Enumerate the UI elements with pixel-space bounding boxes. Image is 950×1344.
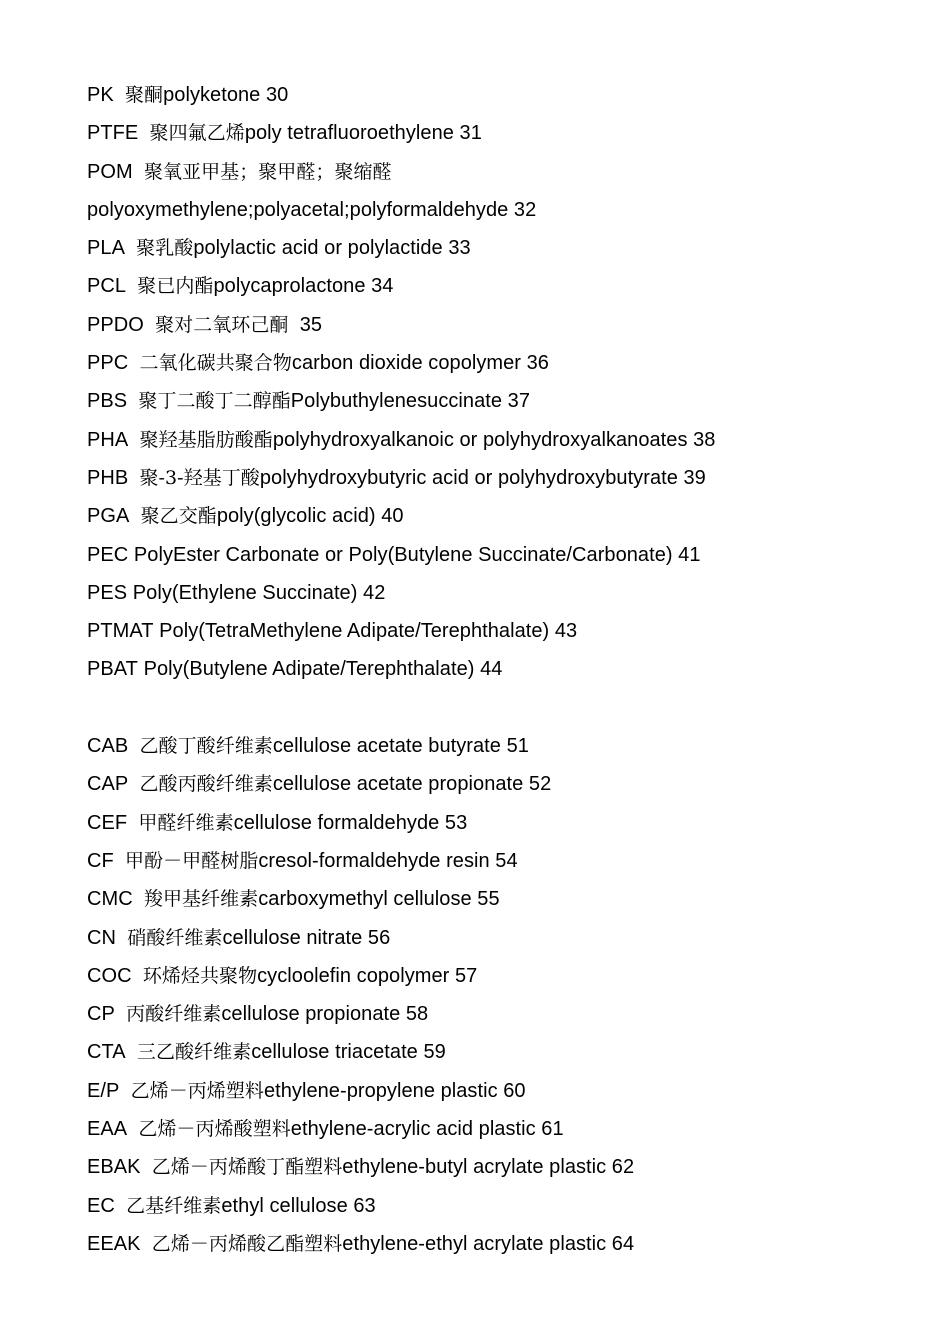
entry-abbreviation: CN [87, 926, 116, 949]
entry-line [87, 804, 927, 842]
entry-line [87, 919, 927, 957]
entry-chinese-name: 聚丁二酸丁二醇酯 [138, 390, 291, 413]
section-spacer [87, 689, 927, 727]
entry-abbreviation: EEAK [87, 1232, 141, 1255]
entry-abbreviation: CAP [87, 773, 129, 796]
entry-abbreviation: PPDO [87, 313, 144, 336]
entry-line [87, 1187, 927, 1225]
entry-abbreviation: PEC [87, 543, 129, 566]
entry-abbreviation: CAB [87, 735, 129, 758]
entry-chinese-name: 乙烯－丙烯酸塑料 [138, 1118, 291, 1141]
entry-chinese-name: 二氧化碳共聚合物 [139, 352, 292, 375]
entry-english-name: Polybuthylenesuccinate 37 [290, 390, 530, 413]
entry-english-name: ethylene-acrylic acid plastic 61 [290, 1118, 564, 1141]
entry-chinese-name: 丙酸纤维素 [126, 1003, 222, 1026]
entry-abbreviation: CP [87, 1003, 115, 1026]
entry-chinese-name: 聚乙交酯 [140, 505, 217, 528]
entry-english-name: cellulose acetate butyrate 51 [272, 735, 529, 758]
entry-english-name: PolyEster Carbonate or Poly(Butylene Succinate/Carbonate) 41 [133, 543, 701, 566]
entry-line [87, 1148, 927, 1186]
entry-abbreviation: E/P [87, 1079, 120, 1102]
entry-line [87, 727, 927, 765]
entry-english-name: ethyl cellulose 63 [221, 1194, 376, 1217]
entry-english-name: ethylene-propylene plastic 60 [263, 1079, 526, 1102]
entry-line [87, 114, 927, 152]
entry-line [87, 421, 927, 459]
entry-line [87, 191, 927, 229]
entry-abbreviation: PK [87, 84, 114, 106]
entry-line [87, 1225, 927, 1263]
entry-english-name: polyoxymethylene;polyacetal;polyformaldehyde 32 [87, 198, 537, 221]
entry-english-name: ethylene-ethyl acrylate plastic 64 [342, 1232, 635, 1255]
entry-chinese-name: 聚酮 [125, 84, 164, 106]
entry-english-name: cellulose acetate propionate 52 [272, 773, 552, 796]
entry-abbreviation: CF [87, 849, 114, 872]
entry-chinese-name: 甲酚－甲醛树脂 [124, 849, 259, 872]
entry-abbreviation: PGA [87, 505, 130, 528]
entry-english-name: Poly(Butylene Adipate/Terephthalate) 44 [143, 658, 503, 681]
entry-chinese-name: 聚羟基脂肪酸酯 [139, 428, 273, 451]
entry-abbreviation: COC [87, 964, 132, 987]
entry-line [87, 267, 927, 305]
entry-abbreviation: PES [87, 581, 128, 604]
entry-chinese-name: 聚对二氧环己酮 [155, 313, 289, 336]
entry-abbreviation: CEF [87, 811, 128, 834]
entry-abbreviation: POM [87, 160, 133, 183]
entry-chinese-name: 聚已内酯 [137, 275, 214, 298]
entry-abbreviation: PHA [87, 428, 129, 451]
entry-line [87, 459, 927, 497]
entry-line [87, 497, 927, 535]
entry-english-name: cellulose triacetate 59 [251, 1041, 446, 1064]
entry-abbreviation: PPC [87, 352, 129, 375]
entry-chinese-name: 乙烯－丙烯酸乙酯塑料 [151, 1232, 343, 1255]
entry-english-name: 35 [299, 313, 323, 336]
entry-chinese-name: 聚乳酸 [136, 237, 194, 260]
entry-abbreviation: PHB [87, 466, 129, 489]
entry-line [87, 995, 927, 1033]
entry-line [87, 306, 927, 344]
entry-abbreviation: PTMAT [87, 620, 154, 643]
entry-chinese-name: 羧甲基纤维素 [143, 888, 259, 911]
entry-chinese-name: 乙烯－丙烯塑料 [130, 1079, 264, 1102]
entry-line [87, 76, 927, 114]
entry-chinese-name: 环烯烃共聚物 [142, 964, 258, 987]
entry-abbreviation: CTA [87, 1041, 126, 1064]
entry-chinese-name: 聚-3-羟基丁酸 [139, 466, 260, 489]
entry-line [87, 1033, 927, 1071]
entry-line [87, 880, 927, 918]
entry-english-name: ethylene-butyl acrylate plastic 62 [342, 1156, 635, 1179]
entry-english-name: poly(glycolic acid) 40 [216, 505, 404, 528]
entry-english-name: Poly(Ethylene Succinate) 42 [132, 581, 386, 604]
entry-line [87, 612, 927, 650]
entry-abbreviation: EC [87, 1194, 115, 1217]
entry-english-name: cresol-formaldehyde resin 54 [258, 849, 518, 872]
entry-line [87, 842, 927, 880]
entry-abbreviation: EAA [87, 1118, 128, 1141]
entry-abbreviation: PTFE [87, 122, 139, 145]
entry-abbreviation: PLA [87, 237, 125, 260]
entry-chinese-name: 聚氧亚甲基；聚甲醛；聚缩醛 [143, 160, 392, 183]
entry-line [87, 765, 927, 803]
entry-english-name: carboxymethyl cellulose 55 [258, 888, 500, 911]
entry-english-name: cellulose propionate 58 [221, 1003, 429, 1026]
entry-abbreviation: EBAK [87, 1156, 141, 1179]
entry-line [87, 536, 927, 574]
entry-chinese-name: 三乙酸纤维素 [136, 1041, 252, 1064]
entry-line [87, 153, 927, 191]
entry-abbreviation: PBS [87, 390, 128, 413]
entry-english-name: poly tetrafluoroethylene 31 [244, 122, 482, 145]
entry-chinese-name: 乙酸丙酸纤维素 [139, 773, 273, 796]
entry-english-name: cellulose formaldehyde 53 [233, 811, 468, 834]
entry-line [87, 382, 927, 420]
abbreviation-list [87, 76, 927, 1263]
entry-line [87, 1110, 927, 1148]
entry-line [87, 574, 927, 612]
entry-chinese-name: 甲醛纤维素 [138, 811, 234, 834]
entry-line [87, 1072, 927, 1110]
entry-english-name: polycaprolactone 34 [213, 275, 394, 298]
entry-line [87, 650, 927, 688]
entry-english-name: carbon dioxide copolymer 36 [291, 352, 549, 375]
entry-chinese-name: 硝酸纤维素 [127, 926, 223, 949]
entry-english-name: cellulose nitrate 56 [222, 926, 391, 949]
entry-abbreviation: CMC [87, 888, 133, 911]
entry-line [87, 957, 927, 995]
entry-english-name: cycloolefin copolymer 57 [257, 964, 478, 987]
entry-chinese-name: 乙基纤维素 [126, 1194, 222, 1217]
entry-chinese-name: 聚四氟乙烯 [149, 122, 245, 145]
entry-chinese-name: 乙酸丁酸纤维素 [139, 735, 273, 758]
entry-english-name: Poly(TetraMethylene Adipate/Terephthalate) 43 [159, 620, 578, 643]
entry-english-name: polyhydroxyalkanoic or polyhydroxyalkanoates 38 [272, 428, 716, 451]
entry-english-name: polyketone 30 [163, 84, 289, 106]
entry-abbreviation: PBAT [87, 658, 138, 681]
entry-english-name: polylactic acid or polylactide 33 [193, 237, 471, 260]
entry-line [87, 229, 927, 267]
entry-chinese-name: 乙烯－丙烯酸丁酯塑料 [151, 1156, 343, 1179]
entry-english-name: polyhydroxybutyric acid or polyhydroxybutyrate 39 [259, 466, 706, 489]
entry-abbreviation: PCL [87, 275, 127, 298]
entry-line [87, 344, 927, 382]
